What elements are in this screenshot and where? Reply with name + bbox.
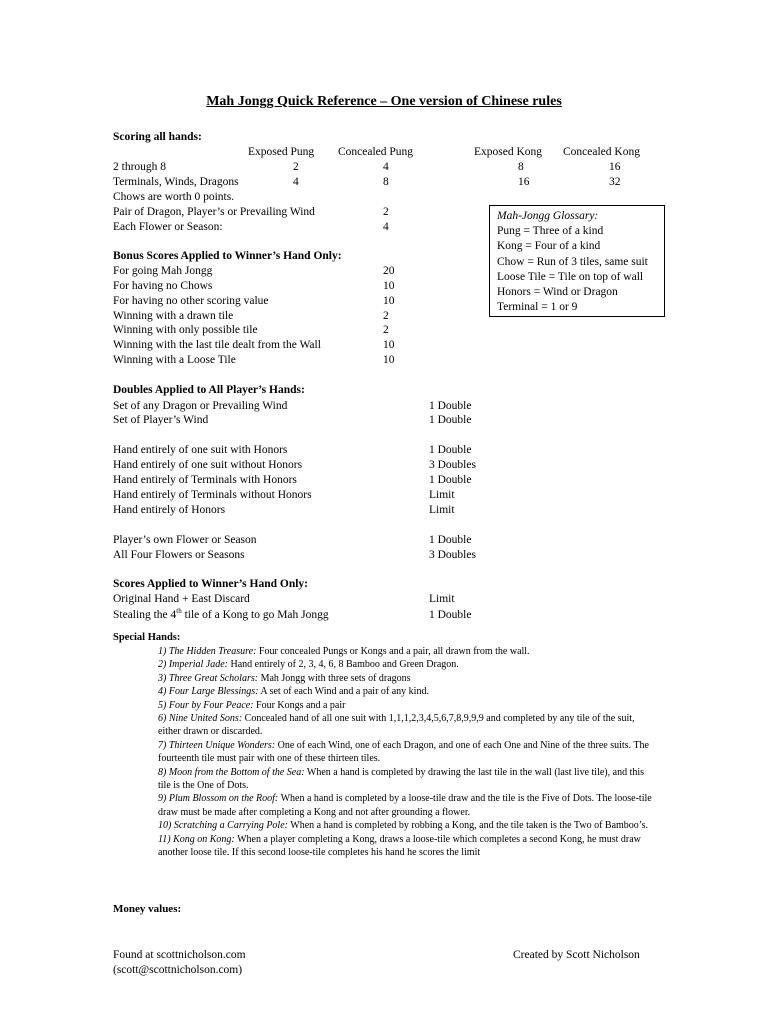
special-item: 7) Thirteen Unique Wonders: One of each Wind, one of each Dragon, and one of each One and Nine of the three suits. The fourteenth tile must pair with one of these thirteen tiles. [158,739,649,765]
special-hands-list [158,645,656,860]
glossary-item: Chow = Run of 3 tiles, same suit [497,255,648,268]
glossary-item: Loose Tile = Tile on top of wall [497,270,644,283]
col-concealed-pung: Concealed Pung [338,146,414,158]
row-label: 2 through 8 [113,161,167,173]
chows-note: Chows are worth 0 points. [113,191,235,203]
row-value: 16 [609,161,621,173]
row-value: 8 [518,161,524,173]
footer-created: Created by Scott Nicholson [513,949,640,961]
row-label: Each Flower or Season: [113,221,223,233]
row-value: 8 [383,176,389,188]
footer-found: Found at scottnicholson.com [113,949,246,961]
money-header: Money values: [113,903,182,915]
row-value: 32 [609,176,621,188]
col-exposed-pung: Exposed Pung [248,146,315,158]
page-title: Mah Jongg Quick Reference – One version of Chinese rules [206,94,562,109]
special-item: 8) Moon from the Bottom of the Sea: When a hand is completed by drawing the last tile in the wall (last live tile), and this tile is the One of Dots. [158,766,645,792]
row-value: 2 [383,206,389,218]
row-value: 4 [293,176,299,188]
scoring-header: Scoring all hands: [113,131,202,143]
glossary-item: Pung = Three of a kind [497,225,604,238]
special-item: 11) Kong on Kong: When a player completing a Kong, draws a loose-tile which completes a second Kong, he must draw another loose tile. If this second loose-tile completes his hand he scores the limit [158,833,641,859]
special-item: 9) Plum Blossom on the Roof: When a hand is completed by a loose-tile draw and the tile is the Five of Dots. The loose-tile draw must be made after completing a Kong and not after grounding a flower. [158,793,652,818]
col-concealed-kong: Concealed Kong [563,146,640,158]
special-item: 3) Three Great Scholars: Mah Jongg with three sets of dragons [158,672,411,684]
special-item: 6) Nine United Sons: Concealed hand of all one suit with 1,1,1,2,3,4,5,6,7,8,9,9,9 and completed by any tile of the suit, either drawn or discarded. [158,713,635,738]
row-value: 2 [293,161,299,173]
glossary-item: Terminal = 1 or 9 [497,301,578,314]
special-item: 1) The Hidden Treasure: Four concealed Pungs or Kongs and a pair, all drawn from the wall. [158,646,530,657]
glossary-title: Mah-Jongg Glossary: [497,210,599,222]
bonus-header: Bonus Scores Applied to Winner’s Hand Only: [113,250,342,262]
glossary-item: Kong = Four of a kind [497,240,601,253]
row-label: Pair of Dragon, Player’s or Prevailing Wind [113,206,315,218]
winner-header: Scores Applied to Winner’s Hand Only: [113,578,309,590]
row-value: 4 [383,221,389,233]
special-header: Special Hands: [113,632,181,643]
row-value: 4 [383,161,389,173]
row-value: 16 [518,176,530,188]
glossary-item: Honors = Wind or Dragon [497,286,618,299]
special-item: 10) Scratching a Carrying Pole: When a hand is completed by robbing a Kong, and the tile taken is the Two of Bamboo’s. [158,820,648,832]
glossary-box [489,205,665,317]
row-label: Stealing the 4th tile of a Kong to go Mah Jongg [113,607,329,621]
footer-email: (scott@scottnicholson.com) [113,964,243,976]
col-exposed-kong: Exposed Kong [474,146,543,158]
special-item: 2) Imperial Jade: Hand entirely of 2, 3, 4, 6, 8 Bamboo and Green Dragon. [158,659,459,671]
doubles-header: Doubles Applied to All Player’s Hands: [113,384,305,396]
special-item: 4) Four Large Blessings: A set of each Wind and a pair of any kind. [158,686,429,698]
special-item: 5) Four by Four Peace: Four Kongs and a pair [158,699,346,711]
row-label: Terminals, Winds, Dragons [113,176,239,188]
